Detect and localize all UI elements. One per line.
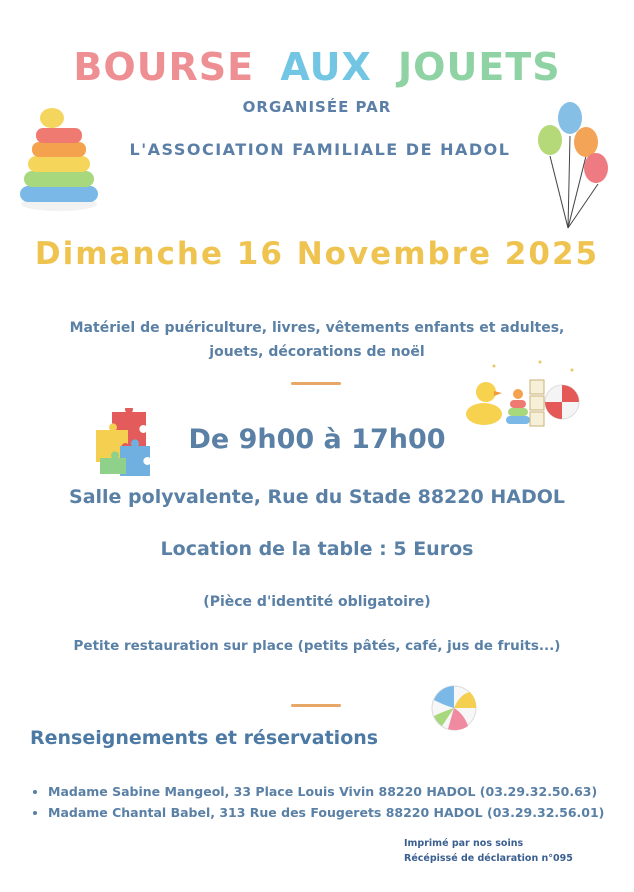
divider-2 [291,704,341,707]
contact-list [28,781,604,823]
event-date: Dimanche 16 Novembre 2025 [34,236,600,272]
organizer-line-1: ORGANISÉE PAR [242,98,392,116]
materials-line-2: jouets, décorations de noël [209,344,425,360]
toys-icon [464,356,582,434]
materials-line-1: Matériel de puériculture, livres, vêtements enfants et adultes, [69,320,565,336]
catering-note: Petite restauration sur place (petits pâtés, café, jus de fruits...) [73,638,561,654]
balloons-icon [534,98,614,234]
info-heading: Renseignements et réservations [30,727,379,749]
beach-ball-icon [430,684,478,732]
footer-line-2: Récépissé de déclaration n°095 [404,853,573,864]
contact-item: • Madame Sabine Mangeol, 33 Place Louis Vivin 88220 HADOL (03.29.32.50.63) [48,781,604,802]
stacking-ring-toy-icon [16,106,102,212]
organizer-line-2: L'ASSOCIATION FAMILIALE DE HADOL [129,140,511,159]
id-required-note: (Pièce d'identité obligatoire) [203,594,431,610]
event-hours: De 9h00 à 17h00 [188,424,446,455]
divider-1 [291,382,341,385]
title-word-bourse: BOURSE [73,45,255,89]
contact-item: • Madame Chantal Babel, 313 Rue des Fougerets 88220 HADOL (03.29.32.56.01) [48,802,604,823]
event-venue: Salle polyvalente, Rue du Stade 88220 HADOL [69,486,565,508]
title-word-jouets: JOUETS [398,45,561,89]
table-rental-price: Location de la table : 5 Euros [160,538,474,560]
flyer-title [0,42,634,92]
footer-line-1: Imprimé par nos soins [404,838,524,849]
title-word-aux: AUX [280,45,372,89]
footer-note [404,836,573,866]
